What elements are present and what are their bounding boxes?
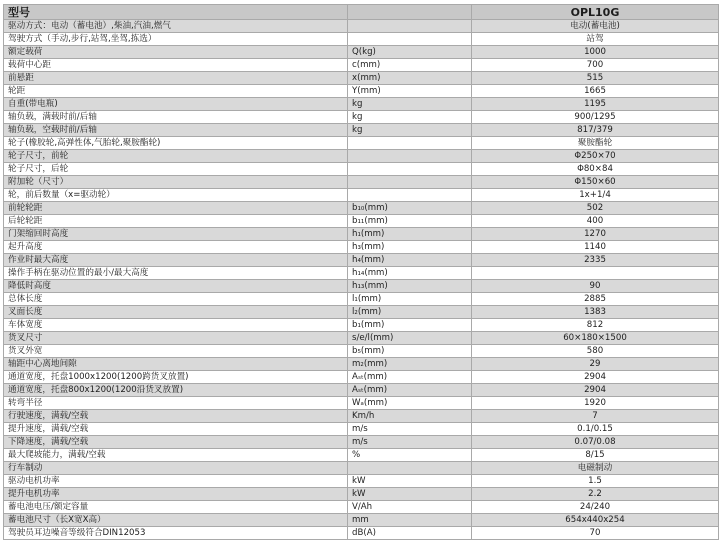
table-row [4,319,719,332]
row-value: 聚胺酯轮 [472,137,719,150]
table-row [4,176,719,189]
row-value: 1.5 [472,475,719,488]
row-label: 轮距 [4,85,348,98]
row-label: 驾驶方式（手动,步行,站驾,坐驾,拣选） [4,33,348,46]
table-row [4,501,719,514]
row-value: 1383 [472,306,719,319]
row-label: 驱动方式：电动（蓄电池）,柴油,汽油,燃气 [4,20,348,33]
row-value: Φ150×60 [472,176,719,189]
row-label: 门架缩回时高度 [4,228,348,241]
row-unit: b₁₁(mm) [348,215,472,228]
row-unit: Km/h [348,410,472,423]
row-unit: kW [348,475,472,488]
table-row [4,111,719,124]
table-row [4,514,719,527]
table-row [4,163,719,176]
table-row [4,345,719,358]
table-row [4,358,719,371]
row-label: 行驶速度，满载/空载 [4,410,348,423]
row-label: 前悬距 [4,72,348,85]
table-row [4,72,719,85]
row-value: 0.1/0.15 [472,423,719,436]
table-row [4,189,719,202]
row-unit: V/Ah [348,501,472,514]
row-unit: l₁(mm) [348,293,472,306]
table-row [4,449,719,462]
row-unit [348,462,472,475]
row-value: 电磁制动 [472,462,719,475]
row-label: 起升高度 [4,241,348,254]
row-unit: h₃(mm) [348,241,472,254]
row-unit: Y(mm) [348,85,472,98]
row-unit: h₁₄(mm) [348,267,472,280]
row-unit: l₂(mm) [348,306,472,319]
row-unit: Q(kg) [348,46,472,59]
row-label: 操作手柄在驱动位置的最小/最大高度 [4,267,348,280]
row-value: 1665 [472,85,719,98]
table-row [4,527,719,540]
row-value: 580 [472,345,719,358]
table-row [4,228,719,241]
row-unit: dB(A) [348,527,472,540]
row-label: 通道宽度，托盘1000x1200(1200跨货叉放置) [4,371,348,384]
row-value: 1140 [472,241,719,254]
row-value: 817/379 [472,124,719,137]
row-label: 作业时最大高度 [4,254,348,267]
row-label: 前轮轮距 [4,202,348,215]
row-value: 2904 [472,371,719,384]
row-unit: mm [348,514,472,527]
row-value: 2885 [472,293,719,306]
table-header-row [4,5,719,20]
row-value: 400 [472,215,719,228]
table-row [4,98,719,111]
row-unit [348,33,472,46]
row-label: 最大爬坡能力，满载/空载 [4,449,348,462]
row-unit: h₁(mm) [348,228,472,241]
row-label: 驾驶员耳边噪音等级符合DIN12053 [4,527,348,540]
table-row [4,384,719,397]
row-unit: h₁₃(mm) [348,280,472,293]
table-row [4,436,719,449]
row-label: 轮子尺寸，后轮 [4,163,348,176]
row-label: 货叉尺寸 [4,332,348,345]
row-value: 0.07/0.08 [472,436,719,449]
row-label: 货叉外宽 [4,345,348,358]
row-value: 60×180×1500 [472,332,719,345]
table-row [4,423,719,436]
spec-table-body [4,5,719,540]
row-label: 轴距中心离地间隙 [4,358,348,371]
row-label: 轴负载，空载时前/后轴 [4,124,348,137]
row-label: 通道宽度，托盘800x1200(1200沿货叉放置) [4,384,348,397]
row-unit: h₄(mm) [348,254,472,267]
table-row [4,20,719,33]
row-value: 1000 [472,46,719,59]
row-unit: m/s [348,423,472,436]
table-row [4,254,719,267]
table-row [4,397,719,410]
row-unit: b₁(mm) [348,319,472,332]
row-label: 总体长度 [4,293,348,306]
row-value: 70 [472,527,719,540]
table-row [4,241,719,254]
row-value: 90 [472,280,719,293]
row-value: 654x440x254 [472,514,719,527]
row-label: 后轮轮距 [4,215,348,228]
row-label: 降低时高度 [4,280,348,293]
row-label: 提升电机功率 [4,488,348,501]
row-unit [348,189,472,202]
row-label: 下降速度，满载/空载 [4,436,348,449]
row-unit: m/s [348,436,472,449]
row-value: 2335 [472,254,719,267]
row-label: 附加轮（尺寸） [4,176,348,189]
row-unit [348,176,472,189]
row-unit: % [348,449,472,462]
row-unit: Aₛₜ(mm) [348,371,472,384]
row-value: 1270 [472,228,719,241]
table-row [4,33,719,46]
row-value: 24/240 [472,501,719,514]
row-label: 叉面长度 [4,306,348,319]
table-row [4,215,719,228]
header-label: 型号 [4,5,348,20]
table-row [4,46,719,59]
row-label: 额定载荷 [4,46,348,59]
row-unit: kg [348,111,472,124]
row-unit: x(mm) [348,72,472,85]
row-unit: kg [348,124,472,137]
row-unit: Wₐ(mm) [348,397,472,410]
row-value: 7 [472,410,719,423]
row-value: 502 [472,202,719,215]
table-row [4,371,719,384]
row-value: 29 [472,358,719,371]
row-unit [348,150,472,163]
row-label: 自重(带电瓶) [4,98,348,111]
table-row [4,410,719,423]
table-row [4,137,719,150]
row-unit [348,137,472,150]
row-unit: kW [348,488,472,501]
row-label: 行车制动 [4,462,348,475]
row-unit: Aₛₜ(mm) [348,384,472,397]
row-value: 700 [472,59,719,72]
table-row [4,202,719,215]
table-row [4,293,719,306]
table-row [4,462,719,475]
row-label: 蓄电池电压/额定容量 [4,501,348,514]
row-value [472,267,719,280]
row-label: 轮子尺寸，前轮 [4,150,348,163]
spec-table [3,4,719,540]
table-row [4,59,719,72]
row-label: 载荷中心距 [4,59,348,72]
row-value: 1920 [472,397,719,410]
row-label: 驱动电机功率 [4,475,348,488]
row-unit: b₅(mm) [348,345,472,358]
row-unit: s/e/l(mm) [348,332,472,345]
row-label: 轮，前后数量（x=驱动轮） [4,189,348,202]
table-row [4,475,719,488]
row-value: 2.2 [472,488,719,501]
row-value: Φ80×84 [472,163,719,176]
row-label: 提升速度，满载/空载 [4,423,348,436]
row-label: 轮子(橡胶轮,高弹性体,气胎轮,聚胺酯轮) [4,137,348,150]
table-row [4,150,719,163]
row-value: 8/15 [472,449,719,462]
table-row [4,306,719,319]
row-label: 蓄电池尺寸（长X宽X高） [4,514,348,527]
row-value: 812 [472,319,719,332]
table-row [4,124,719,137]
row-value: 900/1295 [472,111,719,124]
table-row [4,488,719,501]
row-unit: c(mm) [348,59,472,72]
row-label: 转弯半径 [4,397,348,410]
row-value: 站驾 [472,33,719,46]
row-value: Φ250×70 [472,150,719,163]
row-label: 车体宽度 [4,319,348,332]
row-value: 1x+1/4 [472,189,719,202]
table-row [4,332,719,345]
row-unit: kg [348,98,472,111]
row-unit: m₂(mm) [348,358,472,371]
row-value: 电动(蓄电池) [472,20,719,33]
table-row [4,267,719,280]
row-label: 轴负载，满载时前/后轴 [4,111,348,124]
header-unit [348,5,472,20]
header-model: OPL10G [472,5,719,20]
row-value: 1195 [472,98,719,111]
row-value: 2904 [472,384,719,397]
table-row [4,85,719,98]
row-unit [348,20,472,33]
row-unit: b₁₀(mm) [348,202,472,215]
row-value: 515 [472,72,719,85]
row-unit [348,163,472,176]
table-row [4,280,719,293]
